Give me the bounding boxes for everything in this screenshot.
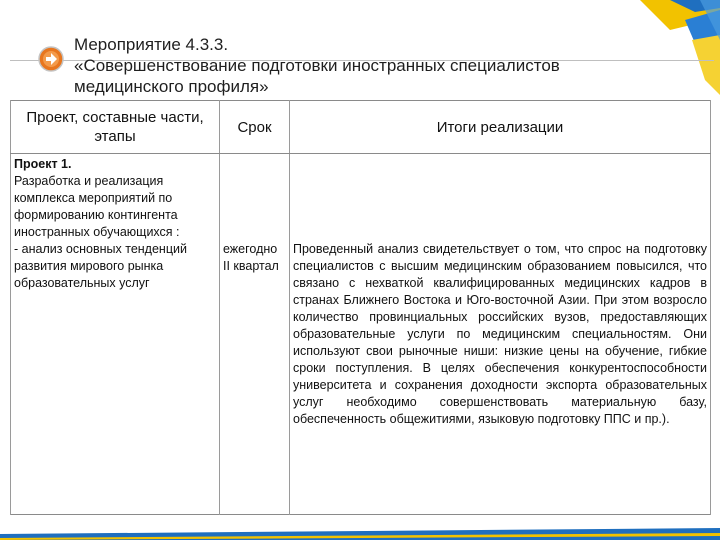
project-cell	[11, 154, 220, 242]
page-title	[74, 34, 674, 97]
term-line-2: II квартал	[223, 259, 279, 273]
result-cell-empty	[290, 154, 711, 242]
subitem-text: - анализ основных тенденций развития мирового рынка образовательных услуг	[14, 242, 187, 290]
arrow-bullet-icon	[38, 46, 64, 72]
header-term: Срок	[220, 101, 290, 154]
table-header-row	[11, 101, 711, 154]
result-cell: Проведенный анализ свидетельствует о том, что спрос на подготовку специалистов с высшим медицинским образованием повысился, что связано с нехваткой квалифицированных медицинских кадров в странах Ближнего Востока и Юго-восточной Азии. При этом возросло количество провинциальных российских вузов, предоставляющих образовательные услуги по медицинским специальностям. Они используют свои рыночные ниши: низкие цены на обучение, гибкие сроки поступления. В целях обеспечения конкурентоспособности университета и сохранения доходности экспорта образовательных услуг необходимо совершенствовать материальную базу, обеспеченность общежитиями, языковую подготовку ППС и пр.).	[290, 241, 711, 515]
table-row	[11, 241, 711, 515]
header-results: Итоги реализации	[290, 101, 711, 154]
project-label: Проект 1.	[14, 157, 72, 171]
results-table	[10, 100, 711, 515]
term-line-1: ежегодно	[223, 242, 278, 256]
title-line-1: Мероприятие 4.3.3.	[74, 35, 229, 54]
table-row	[11, 154, 711, 242]
bottom-decoration	[0, 526, 720, 540]
subitem-cell	[11, 241, 220, 515]
term-cell-empty	[220, 154, 290, 242]
header-project: Проект, составные части, этапы	[11, 101, 220, 154]
term-cell	[220, 241, 290, 515]
title-line-3: медицинского профиля»	[74, 77, 269, 96]
project-description: Разработка и реализация комплекса мероприятий по формированию контингента иностранных обучающихся :	[14, 174, 180, 239]
title-line-2: «Совершенствование подготовки иностранных специалистов	[74, 56, 560, 75]
